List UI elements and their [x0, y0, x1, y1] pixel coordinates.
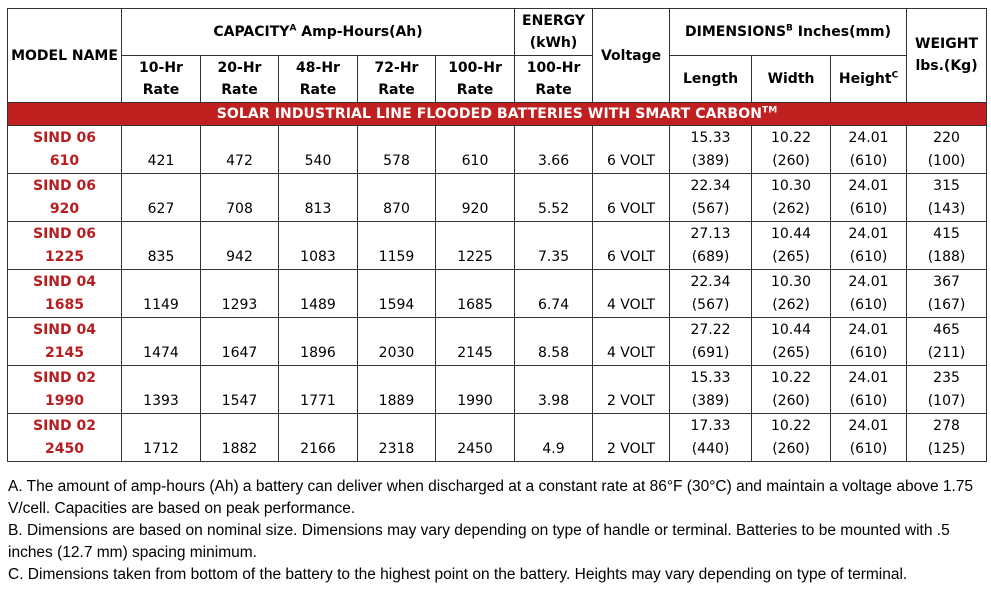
height-cell	[831, 270, 907, 318]
capacity-20hr-cell: 472	[201, 126, 279, 174]
model-name-cell	[8, 318, 122, 366]
capacity-100hr-cell: 610	[436, 126, 515, 174]
dimensions-header: $DIMENSIONS^B$ Inches(mm)	[670, 9, 907, 56]
height-cell	[831, 222, 907, 270]
section-band-row	[8, 103, 987, 126]
header-row-sub	[8, 56, 987, 103]
weight-kg: (100)	[927, 152, 966, 169]
capacity-72hr-cell: 578	[358, 126, 436, 174]
width-inches: 10.44	[770, 321, 812, 338]
capacity-100hr-cell: 1225	[436, 222, 515, 270]
capacity-10hr-cell: 1474	[122, 318, 201, 366]
voltage-cell: 2 VOLT	[593, 414, 670, 462]
weight-cell	[907, 270, 987, 318]
length-mm: (389)	[691, 392, 730, 409]
model-name-header: MODEL NAME	[8, 9, 122, 103]
capacity-20hr-cell: 1547	[201, 366, 279, 414]
length-cell	[670, 318, 752, 366]
model-name-cell	[8, 126, 122, 174]
capacity-10hr-cell: 627	[122, 174, 201, 222]
length-mm: (440)	[691, 440, 730, 457]
footnote-a: A. The amount of amp-hours (Ah) a battery can deliver when discharged at a constant rate at 86°F (30°C) and maintain a voltage above 1.75 V/cell. Capacities are based on peak performance.	[8, 478, 974, 517]
weight-lbs: 220	[933, 129, 960, 146]
capacity-72hr-cell: 2030	[358, 318, 436, 366]
weight-kg: (211)	[927, 344, 966, 361]
rate-header-100hr: 100-Hr Rate	[436, 56, 515, 103]
capacity-100hr-cell: 1685	[436, 270, 515, 318]
table-row	[8, 414, 987, 462]
width-cell	[752, 174, 831, 222]
energy-cell: 6.74	[515, 270, 593, 318]
height-cell	[831, 318, 907, 366]
length-mm: (389)	[691, 152, 730, 169]
model-number: 1225	[45, 248, 84, 265]
capacity-48hr-cell: 1771	[279, 366, 358, 414]
voltage-cell: 4 VOLT	[593, 318, 670, 366]
width-inches: 10.44	[770, 225, 812, 242]
height-inches: 24.01	[848, 369, 889, 386]
capacity-20hr-cell: 1293	[201, 270, 279, 318]
energy-cell: 5.52	[515, 174, 593, 222]
weight-kg: (107)	[927, 392, 966, 409]
model-name-cell	[8, 222, 122, 270]
capacity-72hr-cell: 1594	[358, 270, 436, 318]
model-number: 2145	[45, 344, 84, 361]
width-mm: (260)	[772, 392, 810, 409]
width-cell	[752, 366, 831, 414]
weight-kg: (167)	[927, 296, 966, 313]
weight-kg: (143)	[927, 200, 966, 217]
rate-header-48hr: 48-Hr Rate	[279, 56, 358, 103]
capacity-48hr-cell: 1083	[279, 222, 358, 270]
width-cell	[752, 318, 831, 366]
capacity-48hr-cell: 813	[279, 174, 358, 222]
voltage-cell: 6 VOLT	[593, 126, 670, 174]
voltage-header: Voltage	[593, 9, 670, 103]
capacity-48hr-cell: 1489	[279, 270, 358, 318]
section-band: SOLAR INDUSTRIAL LINE FLOODED BATTERIES WITH SMART CARBON™	[8, 103, 987, 126]
model-number: 2450	[45, 440, 84, 457]
table-row	[8, 174, 987, 222]
capacity-20hr-cell: 1647	[201, 318, 279, 366]
rate-header-72hr: 72-Hr Rate	[358, 56, 436, 103]
length-mm: (691)	[691, 344, 730, 361]
model-number: 920	[49, 200, 80, 217]
height-header: Height$^C$	[831, 56, 907, 103]
model-name-cell	[8, 414, 122, 462]
capacity-10hr-cell: 835	[122, 222, 201, 270]
weight-lbs: 367	[933, 273, 960, 290]
length-cell	[670, 126, 752, 174]
capacity-72hr-cell: 1159	[358, 222, 436, 270]
height-inches: 24.01	[848, 129, 889, 146]
width-inches: 10.30	[770, 273, 812, 290]
height-cell	[831, 174, 907, 222]
length-cell	[670, 414, 752, 462]
length-cell	[670, 174, 752, 222]
length-cell	[670, 270, 752, 318]
capacity-20hr-cell: 942	[201, 222, 279, 270]
height-inches: 24.01	[848, 225, 889, 242]
width-mm: (265)	[772, 344, 810, 361]
height-inches: 24.01	[848, 417, 889, 434]
width-inches: 10.22	[770, 369, 812, 386]
table-row	[8, 222, 987, 270]
model-number: 1990	[45, 392, 84, 409]
length-inches: 27.13	[690, 225, 731, 242]
height-mm: (610)	[849, 440, 888, 457]
length-inches: 22.34	[690, 177, 731, 194]
weight-lbs: 235	[933, 369, 960, 386]
length-inches: 15.33	[690, 129, 731, 146]
width-inches: 10.22	[770, 129, 812, 146]
height-mm: (610)	[849, 248, 888, 265]
width-cell	[752, 222, 831, 270]
capacity-72hr-cell: 2318	[358, 414, 436, 462]
capacity-20hr-cell: 708	[201, 174, 279, 222]
height-mm: (610)	[849, 200, 888, 217]
height-cell	[831, 414, 907, 462]
width-mm: (265)	[772, 248, 810, 265]
width-mm: (262)	[772, 200, 810, 217]
voltage-cell: 6 VOLT	[593, 174, 670, 222]
model-series: SIND 02	[33, 369, 96, 386]
weight-lbs: 465	[933, 321, 960, 338]
length-cell	[670, 222, 752, 270]
voltage-cell: 6 VOLT	[593, 222, 670, 270]
energy-cell: 7.35	[515, 222, 593, 270]
capacity-10hr-cell: 1149	[122, 270, 201, 318]
length-inches: 17.33	[690, 417, 731, 434]
weight-header: WEIGHT lbs.(Kg)	[907, 9, 987, 103]
length-inches: 15.33	[690, 369, 731, 386]
weight-cell	[907, 174, 987, 222]
energy-cell: 3.66	[515, 126, 593, 174]
model-series: SIND 02	[33, 417, 96, 434]
width-mm: (260)	[772, 440, 810, 457]
weight-cell	[907, 222, 987, 270]
weight-lbs: 278	[933, 417, 960, 434]
weight-lbs: 315	[933, 177, 960, 194]
capacity-48hr-cell: 1896	[279, 318, 358, 366]
height-mm: (610)	[849, 344, 888, 361]
length-cell	[670, 366, 752, 414]
height-inches: 24.01	[848, 273, 889, 290]
capacity-48hr-cell: 540	[279, 126, 358, 174]
weight-cell	[907, 366, 987, 414]
energy-rate-header-100hr: 100-Hr Rate	[515, 56, 593, 103]
capacity-100hr-cell: 920	[436, 174, 515, 222]
width-mm: (260)	[772, 152, 810, 169]
footnotes	[8, 476, 983, 586]
table-row	[8, 270, 987, 318]
model-series: SIND 04	[33, 321, 96, 338]
capacity-100hr-cell: 1990	[436, 366, 515, 414]
model-name-cell	[8, 174, 122, 222]
width-cell	[752, 270, 831, 318]
height-cell	[831, 126, 907, 174]
model-number: 1685	[45, 296, 84, 313]
width-header: Width	[752, 56, 831, 103]
weight-lbs: 415	[933, 225, 960, 242]
capacity-48hr-cell: 2166	[279, 414, 358, 462]
capacity-20hr-cell: 1882	[201, 414, 279, 462]
length-inches: 22.34	[690, 273, 731, 290]
energy-cell: 8.58	[515, 318, 593, 366]
rate-header-20hr: 20-Hr Rate	[201, 56, 279, 103]
width-mm: (262)	[772, 296, 810, 313]
height-mm: (610)	[849, 392, 888, 409]
width-inches: 10.30	[770, 177, 812, 194]
model-name-cell	[8, 270, 122, 318]
height-inches: 24.01	[848, 177, 889, 194]
energy-cell: 3.98	[515, 366, 593, 414]
header-row-top	[8, 9, 987, 56]
model-number: 610	[49, 152, 80, 169]
table-row	[8, 126, 987, 174]
table-row	[8, 318, 987, 366]
weight-kg: (188)	[927, 248, 966, 265]
capacity-72hr-cell: 1889	[358, 366, 436, 414]
length-header: Length	[670, 56, 752, 103]
width-cell	[752, 414, 831, 462]
width-cell	[752, 126, 831, 174]
capacity-100hr-cell: 2145	[436, 318, 515, 366]
capacity-100hr-cell: 2450	[436, 414, 515, 462]
length-inches: 27.22	[690, 321, 731, 338]
capacity-10hr-cell: 1712	[122, 414, 201, 462]
table-row	[8, 366, 987, 414]
capacity-header: $CAPACITY^A$ Amp-Hours(Ah)	[122, 9, 515, 56]
height-mm: (610)	[849, 296, 888, 313]
rate-header-10hr: 10-Hr Rate	[122, 56, 201, 103]
capacity-10hr-cell: 421	[122, 126, 201, 174]
battery-spec-table	[7, 8, 987, 462]
weight-cell	[907, 318, 987, 366]
energy-cell: 4.9	[515, 414, 593, 462]
weight-cell	[907, 414, 987, 462]
model-name-cell	[8, 366, 122, 414]
spec-sheet	[7, 8, 986, 462]
weight-cell	[907, 126, 987, 174]
length-mm: (689)	[691, 248, 730, 265]
footnote-b: B. Dimensions are based on nominal size. Dimensions may vary depending on type of handle or terminal. Batteries to be mounted with .5 inches (12.7 mm) spacing minimum.	[8, 522, 950, 561]
length-mm: (567)	[691, 200, 730, 217]
voltage-cell: 4 VOLT	[593, 270, 670, 318]
energy-header: ENERGY (kWh)	[515, 9, 593, 56]
height-cell	[831, 366, 907, 414]
height-mm: (610)	[849, 152, 888, 169]
capacity-72hr-cell: 870	[358, 174, 436, 222]
weight-kg: (125)	[927, 440, 966, 457]
model-series: SIND 06	[33, 129, 96, 146]
model-series: SIND 04	[33, 273, 96, 290]
voltage-cell: 2 VOLT	[593, 366, 670, 414]
model-series: SIND 06	[33, 225, 96, 242]
footnote-c: C. Dimensions taken from bottom of the battery to the highest point on the battery. Heights may vary depending on type of terminal.	[8, 566, 908, 583]
length-mm: (567)	[691, 296, 730, 313]
height-inches: 24.01	[848, 321, 889, 338]
capacity-10hr-cell: 1393	[122, 366, 201, 414]
model-series: SIND 06	[33, 177, 96, 194]
width-inches: 10.22	[770, 417, 812, 434]
